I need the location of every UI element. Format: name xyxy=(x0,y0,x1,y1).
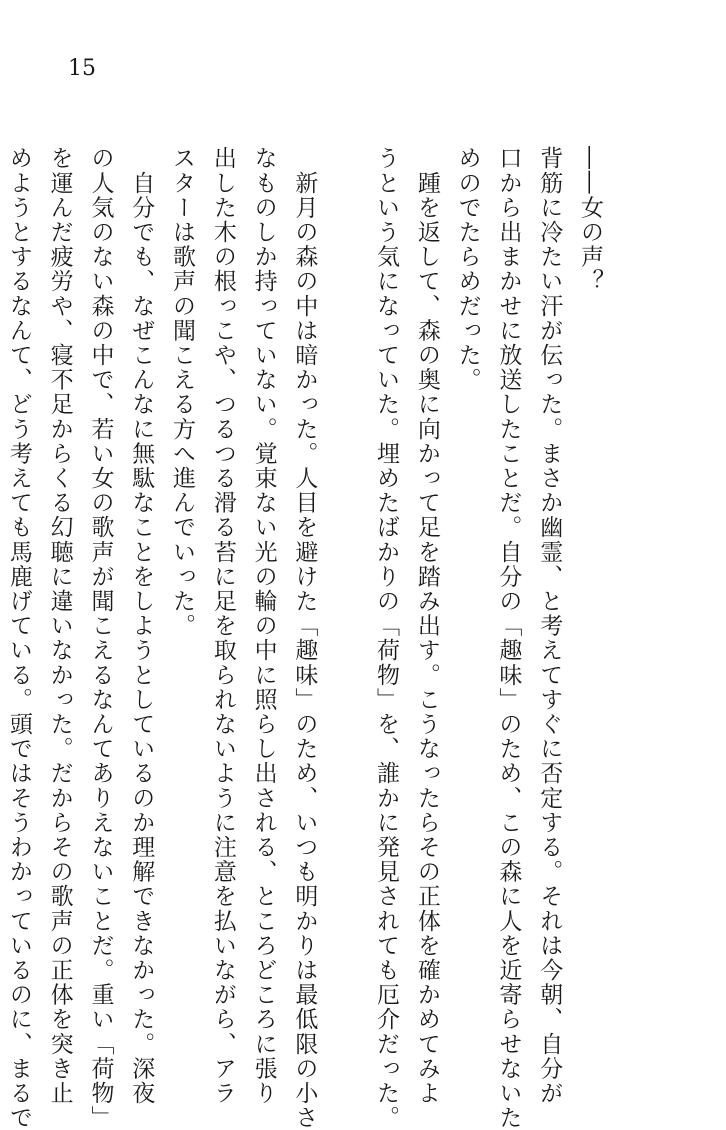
text-line: なものしか持っていない。覚束ない光の輪の中に照らし出される、ところどころに張り xyxy=(250,146,277,1106)
text-line: 自分でも、なぜこんなに無駄なことをしようとしているのか理解できなかった。深夜 xyxy=(128,146,155,1106)
text-line: 出した木の根っこや、つるつる滑る苔に足を取られないように注意を払いながら、アラ xyxy=(209,146,236,1106)
text-line: 口から出まかせに放送したことだ。自分の「趣味」のため、この森に人を近寄らせないた xyxy=(495,146,522,1130)
text-line: めようとするなんて、どう考えても馬鹿げている。頭ではそうわかっているのに、まるで xyxy=(5,146,32,1130)
text-line: 背筋に冷たい汗が伝った。まさか幽霊、と考えてすぐに否定する。それは今朝、自分が xyxy=(536,146,563,1106)
text-line: 踵を返して、森の奥に向かって足を踏み出す。こうなったらその正体を確かめてみよ xyxy=(413,146,440,1106)
text-line: を運んだ疲労や、寝不足からくる幻聴に違いなかった。だからその歌声の正体を突き止 xyxy=(46,146,73,1106)
text-line: うという気になっていた。埋めたばかりの「荷物」を、誰かに発見されても厄介だった。 xyxy=(373,146,400,1130)
text-line: ――女の声？ xyxy=(577,146,603,294)
vertical-text-body xyxy=(0,146,610,1130)
page-number: 15 xyxy=(68,56,96,81)
text-line: 新月の森の中は暗かった。人目を避けた「趣味」のため、いつも明かりは最低限の小さ xyxy=(291,146,318,1130)
blank-line xyxy=(324,146,365,946)
text-line: めのでたらめだった。 xyxy=(454,146,481,392)
text-line: スターは歌声の聞こえる方へ進んでいった。 xyxy=(169,146,196,638)
text-line: の人気のない森の中で、若い女の歌声が聞こえるなんてありえないことだ。重い「荷物」 xyxy=(87,146,114,1130)
